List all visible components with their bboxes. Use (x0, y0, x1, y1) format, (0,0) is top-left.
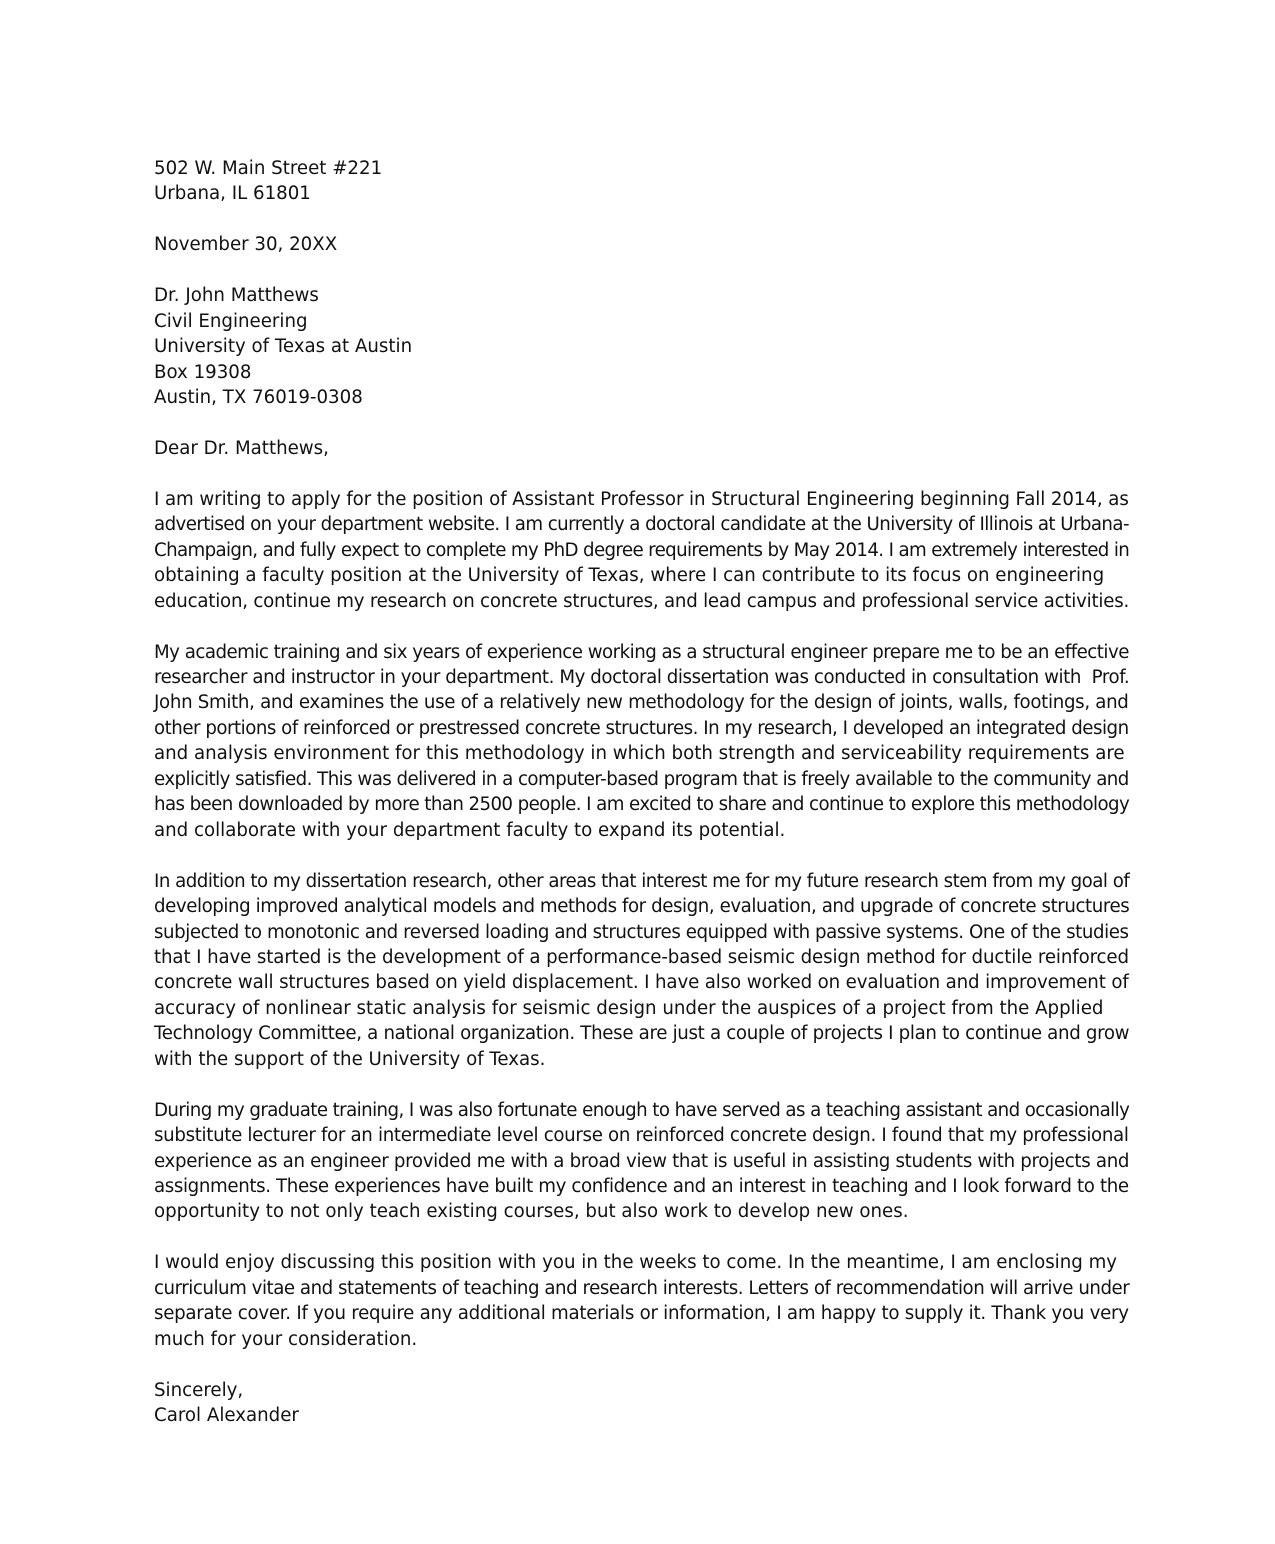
recipient-name: Dr. John Matthews (154, 285, 319, 307)
sender-address (154, 156, 1129, 207)
paragraph-line: In addition to my dissertation research, other areas that interest me for my future research stem from my goal of (154, 870, 1130, 892)
paragraph-line: education, continue my research on concrete structures, and lead campus and professional service activities. (154, 590, 1130, 612)
body-paragraph-5 (154, 1250, 1129, 1352)
paragraph-line: I am writing to apply for the position of Assistant Professor in Structural Engineering beginning Fall 2014, as (154, 488, 1129, 510)
paragraph-line: accuracy of nonlinear static analysis for seismic design under the auspices of a project from the Applied (154, 997, 1104, 1019)
body-paragraph-3 (154, 869, 1129, 1073)
letter-date (154, 232, 1129, 257)
paragraph-line: explicitly satisfied. This was delivered in a computer-based program that is freely available to the community and (154, 768, 1129, 790)
recipient-department: Civil Engineering (154, 310, 308, 332)
paragraph-line: I would enjoy discussing this position with you in the weeks to come. In the meantime, I am enclosing my (154, 1252, 1118, 1274)
letter-page (154, 156, 1129, 1454)
paragraph-line: Technology Committee, a national organization. These are just a couple of projects I plan to continue and grow (154, 1023, 1130, 1045)
closing-block (154, 1378, 1129, 1429)
recipient-institution: University of Texas at Austin (154, 336, 413, 358)
sender-city: Urbana, IL 61801 (154, 183, 311, 205)
paragraph-line: has been downloaded by more than 2500 people. I am excited to share and continue to explore this methodology (154, 794, 1130, 816)
paragraph-line: much for your consideration. (154, 1328, 418, 1350)
paragraph-line: and analysis environment for this methodology in which both strength and serviceability requirements are (154, 743, 1125, 765)
paragraph-line: experience as an engineer provided me with a broad view that is useful in assisting students with projects and (154, 1150, 1130, 1172)
paragraph-line: separate cover. If you require any additional materials or information, I am happy to supply it. Thank you very (154, 1303, 1129, 1325)
salutation (154, 436, 1129, 461)
paragraph-line: Champaign, and fully expect to complete my PhD degree requirements by May 2014. I am extremely interested in (154, 539, 1130, 561)
paragraph-line: opportunity to not only teach existing courses, but also work to develop new ones. (154, 1201, 909, 1223)
paragraph-line: other portions of reinforced or prestressed concrete structures. In my research, I developed an integrated design (154, 717, 1129, 739)
paragraph-line: concrete wall structures based on yield displacement. I have also worked on evaluation and improvement of (154, 972, 1129, 994)
body-paragraph-1 (154, 487, 1129, 614)
body-paragraph-2 (154, 640, 1129, 844)
paragraph-line: My academic training and six years of experience working as a structural engineer prepare me to be an effective (154, 641, 1129, 663)
recipient-city: Austin, TX 76019-0308 (154, 387, 363, 409)
recipient-box: Box 19308 (154, 361, 252, 383)
paragraph-line: with the support of the University of Texas. (154, 1048, 546, 1070)
salutation-text: Dear Dr. Matthews, (154, 437, 329, 459)
paragraph-line: and collaborate with your department faculty to expand its potential. (154, 819, 786, 841)
paragraph-line: obtaining a faculty position at the University of Texas, where I can contribute to its focus on engineering (154, 565, 1105, 587)
paragraph-line: assignments. These experiences have built my confidence and an interest in teaching and I look forward to the (154, 1176, 1129, 1198)
paragraph-line: researcher and instructor in your department. My doctoral dissertation was conducted in consultation with Prof. (154, 666, 1130, 688)
recipient-address (154, 283, 1129, 410)
paragraph-line: subjected to monotonic and reversed loading and structures equipped with passive systems. One of the studies (154, 921, 1129, 943)
paragraph-line: curriculum vitae and statements of teaching and research interests. Letters of recommendation will arrive under (154, 1277, 1130, 1299)
closing-text: Sincerely, (154, 1379, 244, 1401)
sender-street: 502 W. Main Street #221 (154, 158, 383, 179)
paragraph-line: During my graduate training, I was also fortunate enough to have served as a teaching assistant and occasionally (154, 1099, 1130, 1121)
signature-name: Carol Alexander (154, 1405, 299, 1427)
paragraph-line: John Smith, and examines the use of a relatively new methodology for the design of joints, walls, footings, and (154, 692, 1129, 714)
body-paragraph-4 (154, 1098, 1129, 1225)
date-text: November 30, 20XX (154, 234, 338, 256)
paragraph-line: that I have started is the development of a performance-based seismic design method for ductile reinforced (154, 946, 1129, 968)
paragraph-line: developing improved analytical models and methods for design, evaluation, and upgrade of concrete structures (154, 896, 1130, 918)
paragraph-line: advertised on your department website. I am currently a doctoral candidate at the University of Illinois at Urbana- (154, 514, 1129, 536)
paragraph-line: substitute lecturer for an intermediate level course on reinforced concrete design. I found that my professional (154, 1125, 1129, 1147)
